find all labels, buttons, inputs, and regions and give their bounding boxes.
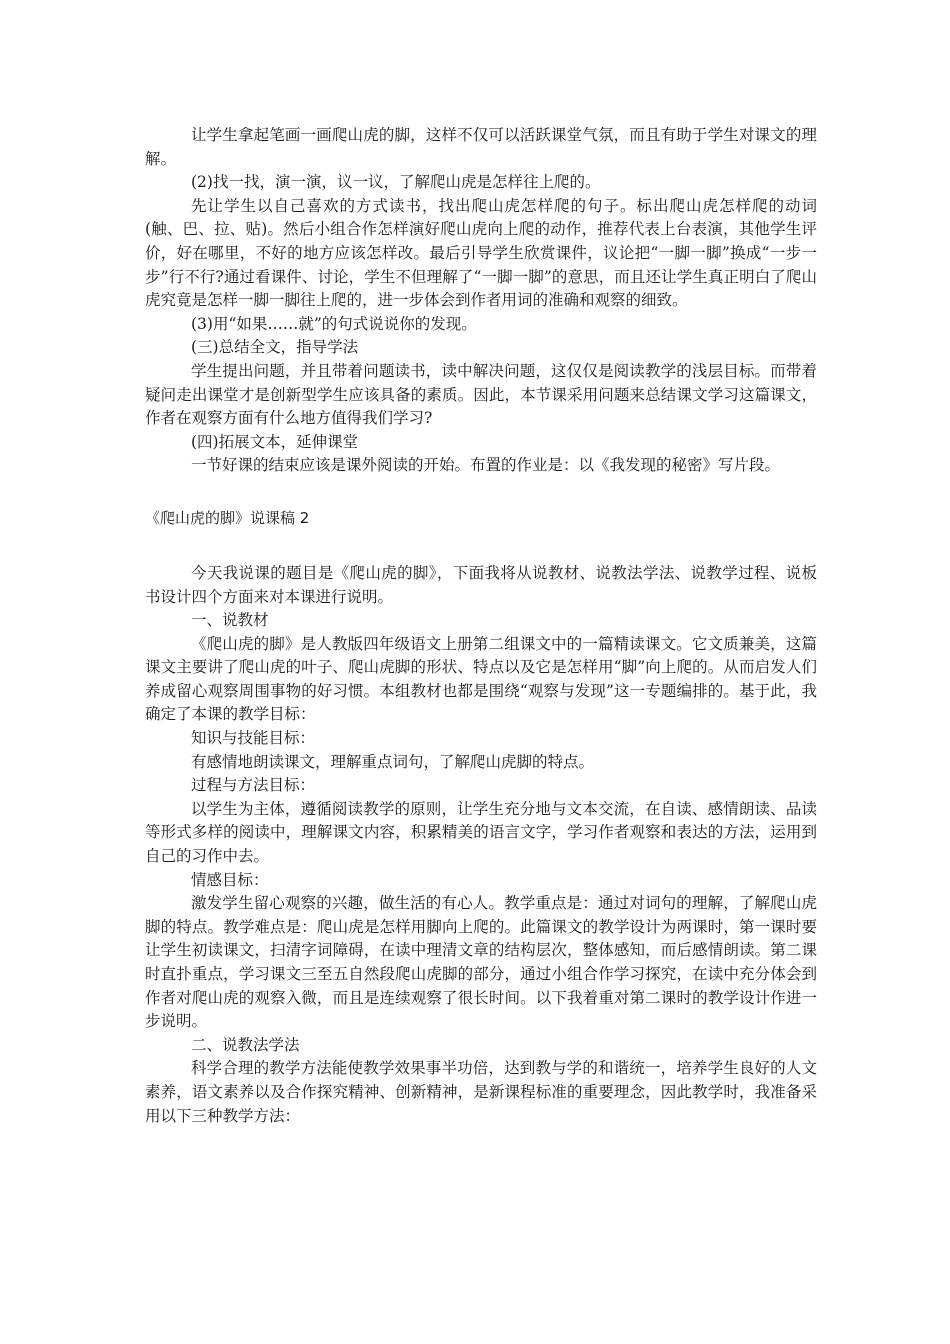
section-heading: (三)总结全文，指导学法 [191, 338, 359, 357]
paragraph: 一节好课的结束应该是课外阅读的开始。布置的作业是：以《我发现的秘密》写片段。 [191, 456, 781, 475]
paragraph: 有感情地朗读课文，理解重点词句，了解爬山虎脚的特点。 [191, 752, 595, 771]
sub-heading: 情感目标： [191, 870, 269, 889]
paragraph: 今天我说课的题目是《爬山虎的脚》，下面我将从说教材、说教法学法、说教学过程、说板书设计四个方面来对本课进行说明。 [145, 563, 817, 606]
paragraph: (2)找一找，演一演，议一议，了解爬山虎是怎样往上爬的。 [191, 173, 601, 192]
paragraph: 《爬山虎的脚》是人教版四年级语文上册第二组课文中的一篇精读课文。它文质兼美，这篇课文主要讲了爬山虎的叶子、爬山虎脚的形状、特点以及它是怎样用“脚”向上爬的。从而启发人们养成留心观察周围事物的好习惯。本组教材也都是围绕“观察与发现”这一专题编排的。基于此，我确定了本课的教学目标： [145, 634, 817, 724]
sub-heading: 知识与技能目标： [191, 729, 316, 748]
paragraph: (3)用“如果……就”的句式说说你的发现。 [191, 314, 477, 333]
paragraph: 先让学生以自己喜欢的方式读书，找出爬山虎怎样爬的句子。标出爬山虎怎样爬的动词(触、巴、拉、贴)。然后小组合作怎样演好爬山虎向上爬的动作，推荐代表上台表演，其他学生评价，好在哪里，不好的地方应该怎样改。最后引导学生欣赏课件，议论把“一脚一脚”换成“一步一步”行不行?通过看课件、讨论，学生不但理解了“一脚一脚”的意思，而且还让学生真正明白了爬山虎究竟是怎样一脚一脚往上爬的，进一步体会到作者用词的准确和观察的细致。 [145, 196, 817, 310]
section-heading: 二、说教法学法 [191, 1035, 300, 1054]
paragraph: 让学生拿起笔画一画爬山虎的脚，这样不仅可以活跃课堂气氛，而且有助于学生对课文的理解。 [145, 126, 817, 168]
paragraph: 以学生为主体，遵循阅读教学的原则，让学生充分地与文本交流，在自读、感情朗读、品读等形式多样的阅读中，理解课文内容，积累精美的语言文字，学习作者观察和表达的方法，运用到自己的习作中去。 [145, 799, 817, 866]
paragraph: 科学合理的教学方法能使教学效果事半功倍，达到教与学的和谐统一，培养学生良好的人文素养，语文素养以及合作探究精神、创新精神，是新课程标准的重要理念，因此教学时，我准备采用以下三种教学方法： [145, 1059, 817, 1125]
section-heading: 一、说教材 [191, 611, 269, 630]
sub-heading: 过程与方法目标： [191, 776, 316, 795]
section-heading: (四)拓展文本，延伸课堂 [191, 432, 359, 451]
paragraph: 学生提出问题，并且带着问题读书，读中解决问题，这仅仅是阅读教学的浅层目标。而带着疑问走出课堂才是创新型学生应该具备的素质。因此，本节课采用问题来总结课文学习这篇课文，作者在观察方面有什么地方值得我们学习? [145, 361, 817, 428]
document-page [145, 124, 817, 1128]
document-title: 《爬山虎的脚》说课稿 2 [145, 508, 310, 527]
paragraph: 激发学生留心观察的兴趣，做生活的有心人。教学重点是：通过对词句的理解，了解爬山虎脚的特点。教学难点是：爬山虎是怎样用脚向上爬的。此篇课文的教学设计为两课时，第一课时要让学生初读课文，扫清字词障碍，在读中理清文章的结构层次，整体感知，而后感情朗读。第二课时直扑重点，学习课文三至五自然段爬山虎脚的部分，通过小组合作学习探究，在读中充分体会到作者对爬山虎的观察入微，而且是连续观察了很长时间。以下我着重对第二课时的教学设计作进一步说明。 [145, 894, 817, 1031]
